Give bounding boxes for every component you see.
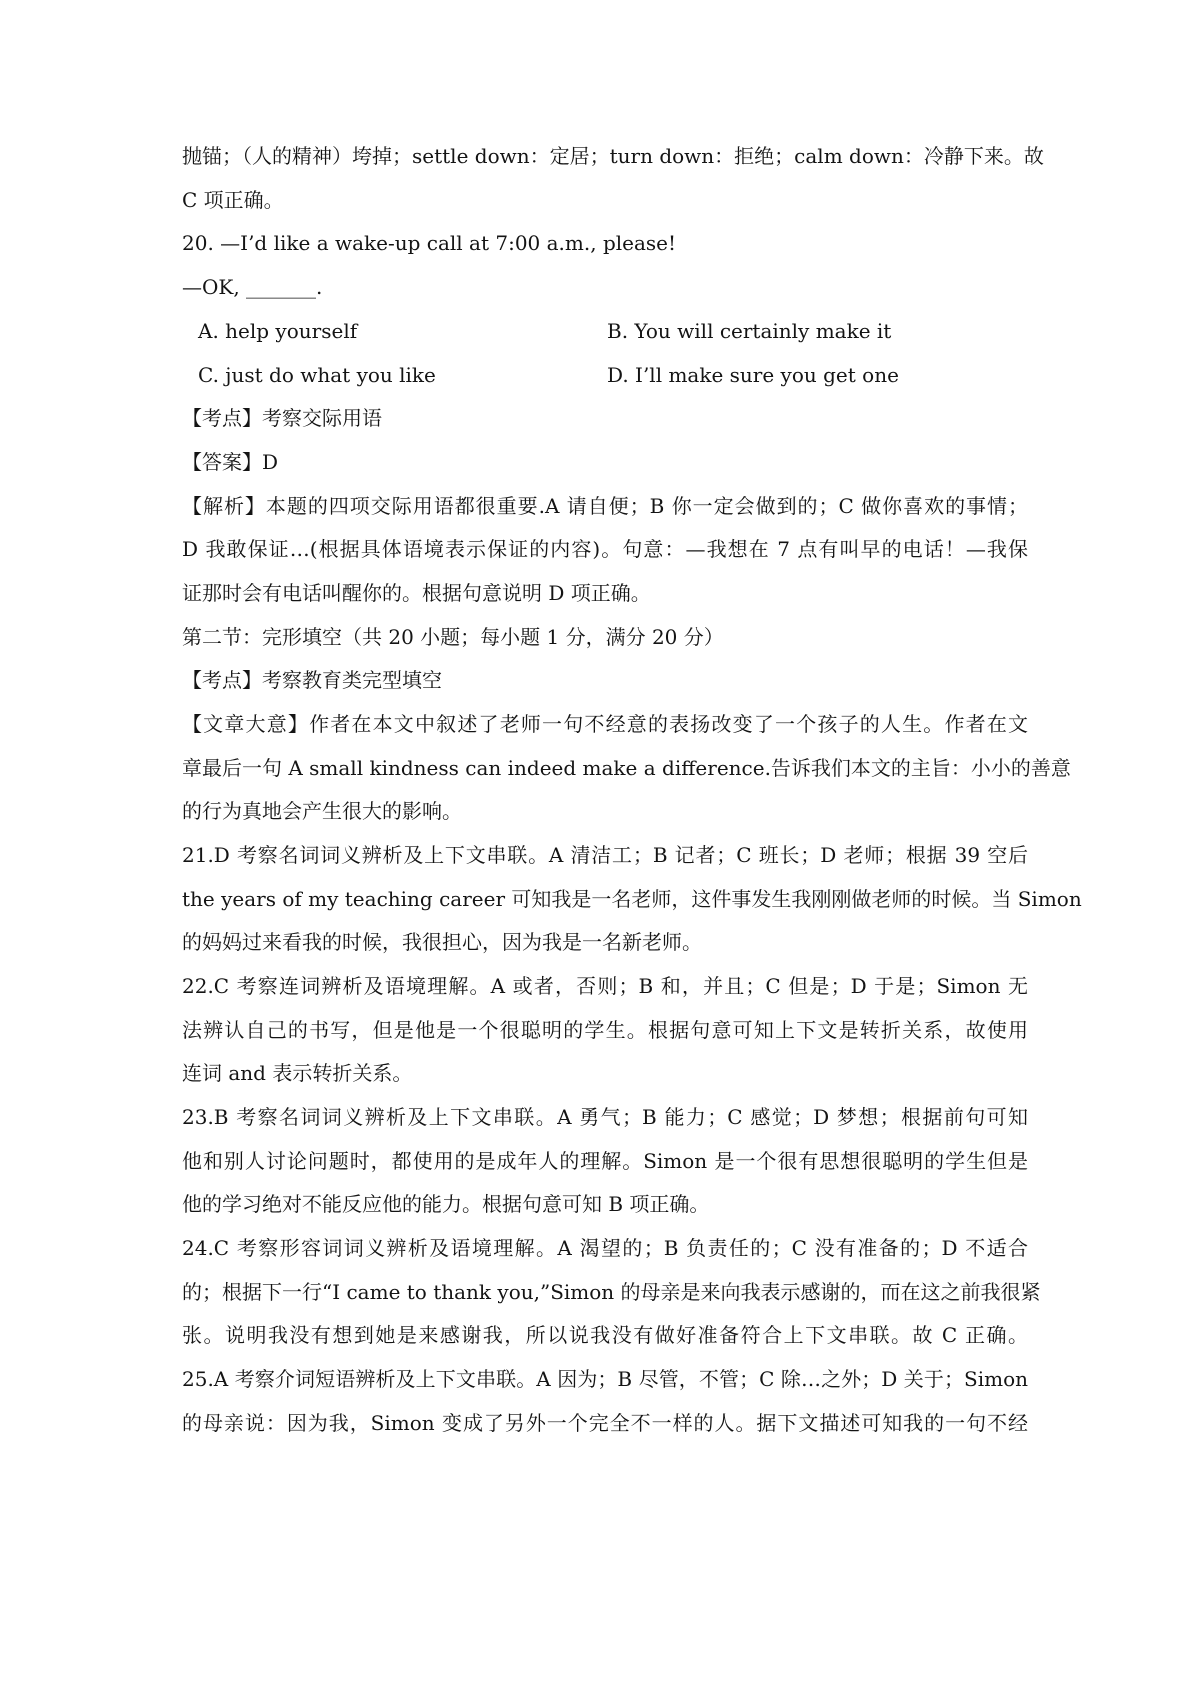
text-line: 他和别人讨论问题时，都使用的是成年人的理解。Simon 是一个很有思想很聪明的学生但是	[182, 1149, 1028, 1173]
text-line: 【文章大意】作者在本文中叙述了老师一句不经意的表扬改变了一个孩子的人生。作者在文	[182, 712, 1028, 736]
kaodian-label: 【考点】考察交际用语	[182, 406, 382, 430]
option-b: B. You will certainly make it	[607, 319, 892, 343]
option-a: A. help yourself	[198, 319, 358, 343]
text-line: 证那时会有电话叫醒你的。根据句意说明 D 项正确。	[182, 581, 651, 605]
option-d: D. I’ll make sure you get one	[607, 363, 899, 387]
text-line: 的行为真地会产生很大的影响。	[182, 799, 462, 823]
question-stem: 20. —I’d like a wake-up call at 7:00 a.m., please!	[182, 231, 677, 255]
text-line: 法辨认自己的书写，但是他是一个很聪明的学生。根据句意可知上下文是转折关系，故使用	[182, 1018, 1028, 1042]
text-line: D 我敢保证…(根据具体语境表示保证的内容)。句意：—我想在 7 点有叫早的电话！—我保	[182, 537, 1028, 561]
text-line: 23.B 考察名词词义辨析及上下文串联。A 勇气；B 能力；C 感觉；D 梦想；根据前句可知	[182, 1105, 1028, 1129]
question-reply: —OK, _______.	[182, 275, 323, 299]
option-c: C. just do what you like	[198, 363, 436, 387]
text-line: the years of my teaching career 可知我是一名老师，这件事发生我刚刚做老师的时候。当 Simon	[182, 887, 1082, 911]
text-line: 22.C 考察连词辨析及语境理解。A 或者，否则；B 和，并且；C 但是；D 于是；Simon 无	[182, 974, 1028, 998]
kaodian-label: 【考点】考察教育类完型填空	[182, 668, 442, 692]
text-line: 的；根据下一行“I came to thank you,”Simon 的母亲是来向我表示感谢的，而在这之前我很紧	[182, 1280, 1041, 1304]
text-line: 【解析】本题的四项交际用语都很重要.A 请自便；B 你一定会做到的；C 做你喜欢的事情；	[182, 494, 1028, 518]
text-line: 的母亲说：因为我，Simon 变成了另外一个完全不一样的人。据下文描述可知我的一句不经	[182, 1411, 1028, 1435]
text-line: 25.A 考察介词短语辨析及上下文串联。A 因为；B 尽管，不管；C 除…之外；D 关于；Simon	[182, 1367, 1028, 1391]
text-line: 他的学习绝对不能反应他的能力。根据句意可知 B 项正确。	[182, 1192, 710, 1216]
section-heading: 第二节：完形填空（共 20 小题；每小题 1 分，满分 20 分）	[182, 625, 724, 649]
text-line: 24.C 考察形容词词义辨析及语境理解。A 渴望的；B 负责任的；C 没有准备的；D 不适合	[182, 1236, 1028, 1260]
text-line: C 项正确。	[182, 188, 284, 212]
text-line: 的妈妈过来看我的时候，我很担心，因为我是一名新老师。	[182, 930, 702, 954]
text-line: 连词 and 表示转折关系。	[182, 1061, 413, 1085]
answer-label: 【答案】D	[182, 450, 279, 474]
text-line: 张。说明我没有想到她是来感谢我，所以说我没有做好准备符合上下文串联。故 C 正确。	[182, 1323, 1028, 1347]
text-line: 章最后一句 A small kindness can indeed make a difference.告诉我们本文的主旨：小小的善意	[182, 756, 1071, 780]
text-line: 21.D 考察名词词义辨析及上下文串联。A 清洁工；B 记者；C 班长；D 老师；根据 39 空后	[182, 843, 1028, 867]
text-line: 抛锚；（人的精神）垮掉；settle down：定居；turn down：拒绝；calm down：冷静下来。故	[182, 144, 1044, 168]
